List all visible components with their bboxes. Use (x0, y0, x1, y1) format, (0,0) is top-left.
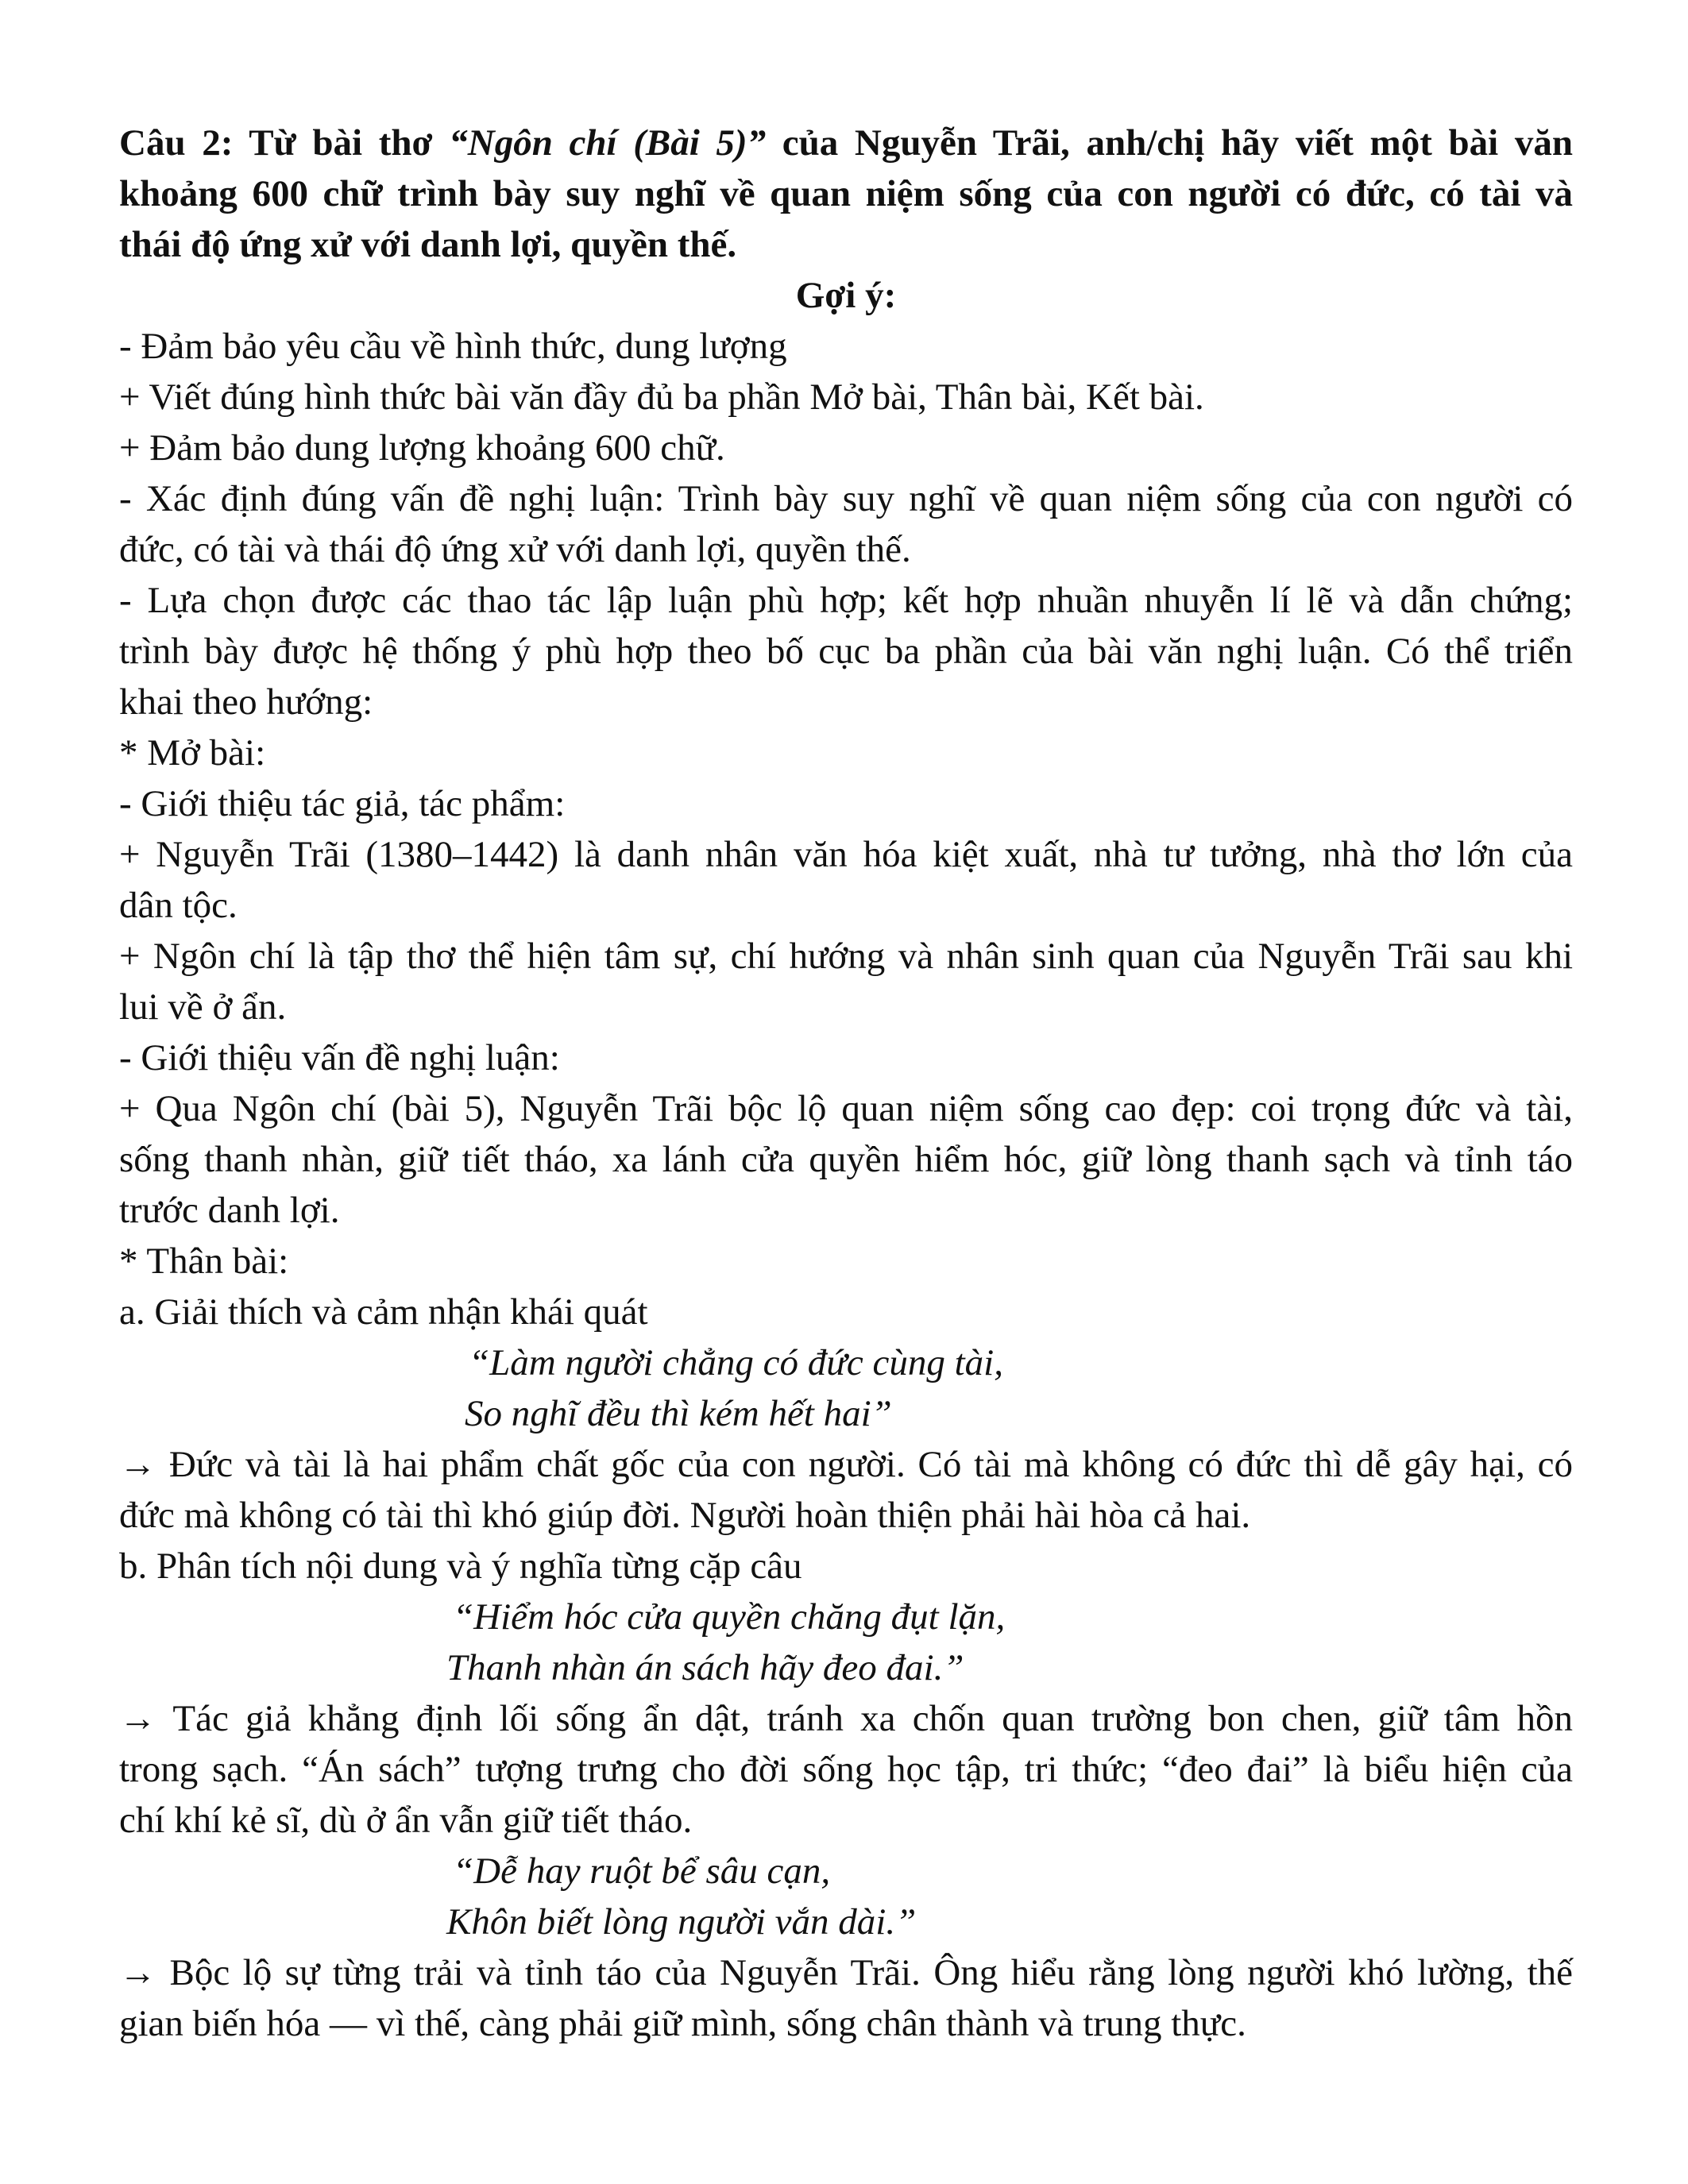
body-line: + Qua Ngôn chí (bài 5), Nguyễn Trãi bộc lộ quan niệm sống cao đẹp: coi trọng đức và tài, (119, 1088, 1573, 1129)
section-heading-mo-bai: * Mở bài: (119, 732, 266, 774)
subsection-heading-b: b. Phân tích nội dung và ý nghĩa từng cặp câu (119, 1545, 802, 1587)
body-line: dân tộc. (119, 885, 238, 926)
body-line: gian biến hóa — vì thế, càng phải giữ mình, sống chân thành và trung thực. (119, 2003, 1246, 2044)
verse-line: “Hiểm hóc cửa quyền chăng đụt lặn, (453, 1596, 1006, 1638)
body-line: lui về ở ẩn. (119, 986, 287, 1028)
verse-line: Khôn biết lòng người vắn dài.” (446, 1901, 917, 1943)
verse-line: “Làm người chẳng có đức cùng tài, (469, 1342, 1003, 1383)
question-line-2: khoảng 600 chữ trình bày suy nghĩ về quan niệm sống của con người có đức, có tài và (119, 173, 1573, 214)
body-line: - Đảm bảo yêu cầu về hình thức, dung lượng (119, 326, 787, 367)
body-line: + Nguyễn Trãi (1380–1442) là danh nhân văn hóa kiệt xuất, nhà tư tưởng, nhà thơ lớn của (119, 834, 1573, 875)
body-line: - Giới thiệu vấn đề nghị luận: (119, 1037, 560, 1078)
verse-line: So nghĩ đều thì kém hết hai” (465, 1393, 892, 1434)
verse-line: Thanh nhàn án sách hãy đeo đai.” (446, 1647, 964, 1688)
body-line: đức mà không có tài thì khó giúp đời. Người hoàn thiện phải hài hòa cả hai. (119, 1495, 1251, 1536)
question-line-1: Câu 2: Từ bài thơ “Ngôn chí (Bài 5)” của Nguyễn Trãi, anh/chị hãy viết một bài văn (119, 122, 1573, 164)
body-line: → Đức và tài là hai phẩm chất gốc của con người. Có tài mà không có đức thì dễ gây hại, có (119, 1444, 1573, 1485)
body-line: → Tác giả khẳng định lối sống ẩn dật, tránh xa chốn quan trường bon chen, giữ tâm hồn (119, 1698, 1573, 1739)
body-line: sống thanh nhàn, giữ tiết tháo, xa lánh cửa quyền hiểm hóc, giữ lòng thanh sạch và tỉnh táo (119, 1139, 1573, 1180)
section-heading-than-bai: * Thân bài: (119, 1241, 289, 1282)
body-line: trong sạch. “Án sách” tượng trưng cho đời sống học tập, tri thức; “đeo đai” là biểu hiện của (119, 1749, 1573, 1790)
body-line: khai theo hướng: (119, 681, 373, 723)
body-line: + Viết đúng hình thức bài văn đầy đủ ba phần Mở bài, Thân bài, Kết bài. (119, 376, 1204, 418)
body-line: trình bày được hệ thống ý phù hợp theo bố cục ba phần của bài văn nghị luận. Có thể triển (119, 631, 1573, 672)
body-line: - Xác định đúng vấn đề nghị luận: Trình bày suy nghĩ về quan niệm sống của con người có (119, 478, 1573, 519)
body-line: - Giới thiệu tác giả, tác phẩm: (119, 783, 566, 824)
hint-heading: Gợi ý: (795, 275, 897, 316)
question-line-3: thái độ ứng xử với danh lợi, quyền thế. (119, 224, 737, 265)
body-line: → Bộc lộ sự từng trải và tỉnh táo của Nguyễn Trãi. Ông hiểu rằng lòng người khó lường, thế (119, 1952, 1573, 1993)
body-line: - Lựa chọn được các thao tác lập luận phù hợp; kết hợp nhuần nhuyễn lí lẽ và dẫn chứng; (119, 580, 1573, 621)
body-line: trước danh lợi. (119, 1190, 340, 1231)
body-line: chí khí kẻ sĩ, dù ở ẩn vẫn giữ tiết tháo. (119, 1800, 693, 1841)
subsection-heading-a: a. Giải thích và cảm nhận khái quát (119, 1291, 648, 1333)
verse-line: “Dễ hay ruột bể sâu cạn, (453, 1850, 831, 1892)
body-line: + Ngôn chí là tập thơ thể hiện tâm sự, chí hướng và nhân sinh quan của Nguyễn Trãi sau khi (119, 936, 1573, 977)
poem-title: “Ngôn chí (Bài 5)” (449, 122, 767, 164)
body-line: + Đảm bảo dung lượng khoảng 600 chữ. (119, 427, 725, 469)
body-line: đức, có tài và thái độ ứng xử với danh lợi, quyền thế. (119, 529, 911, 570)
